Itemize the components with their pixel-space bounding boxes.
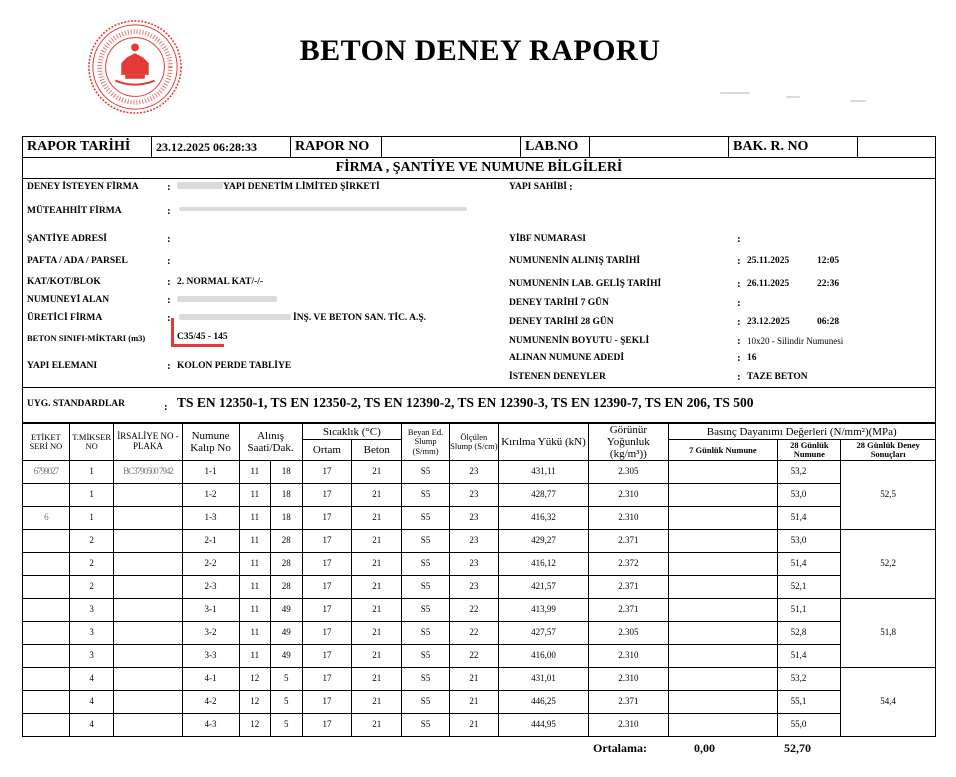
table-row — [23, 461, 936, 484]
ambient-temp-cell: 17 — [302, 668, 352, 691]
concrete-temp-cell: 21 — [352, 668, 402, 691]
break-load-cell: 429,27 — [498, 530, 588, 553]
element-value: KOLON PERDE TABLİYE — [177, 361, 292, 371]
hour-cell: 11 — [239, 507, 271, 530]
label-no-cell — [23, 599, 70, 622]
label-no-cell — [23, 530, 70, 553]
size-value: 10x20 - Silindir Numunesi — [747, 336, 844, 346]
day7-value-cell — [668, 461, 778, 484]
declared-slump-cell: S5 — [402, 484, 450, 507]
minute-cell: 18 — [271, 461, 303, 484]
label-no-cell — [23, 668, 70, 691]
break-load-cell: 431,11 — [498, 461, 588, 484]
label-no-cell — [23, 484, 70, 507]
count-label: ALINAN NUMUNE ADEDİ — [509, 353, 625, 363]
col-time-taken: Alınış Saati/Dak. — [239, 424, 302, 461]
colon: : — [167, 312, 171, 324]
hour-cell: 11 — [239, 599, 271, 622]
mixer-no-cell: 4 — [69, 714, 114, 737]
redacted-text — [179, 207, 467, 211]
lab-no-value — [590, 137, 729, 158]
day7-value-cell — [668, 553, 778, 576]
measured-slump-cell: 23 — [449, 507, 498, 530]
col-mixer-no: T.MİKSER NO — [69, 424, 114, 461]
class-value: C35/45 - 145 — [177, 332, 228, 342]
hour-cell: 12 — [239, 714, 271, 737]
day7-value-cell — [668, 645, 778, 668]
table-row — [23, 622, 936, 645]
col-break-load: Kırılma Yükü (kN) — [498, 424, 588, 461]
minute-cell: 18 — [271, 484, 303, 507]
day7-value-cell — [668, 714, 778, 737]
ambient-temp-cell: 17 — [302, 691, 352, 714]
standard-label: UYG. STANDARDLAR — [27, 399, 125, 409]
bak-no-value — [858, 137, 936, 158]
report-no-value — [382, 137, 521, 158]
mold-no-cell: 2-3 — [182, 576, 239, 599]
colon: : — [167, 205, 171, 217]
declared-slump-cell: S5 — [402, 714, 450, 737]
mold-no-cell: 2-1 — [182, 530, 239, 553]
measured-slump-cell: 22 — [449, 622, 498, 645]
test-7-label: DENEY TARİHİ 7 GÜN — [509, 298, 609, 308]
count-value: 16 — [747, 353, 757, 363]
table-row — [23, 714, 936, 737]
col-label-no: ETİKET SERİ NO — [23, 424, 70, 461]
sampler-label: NUMUNEYİ ALAN — [27, 295, 110, 305]
label-no-cell: 6799027 — [23, 461, 70, 484]
table-row — [23, 530, 936, 553]
label-no-cell: 6 — [23, 507, 70, 530]
waybill-cell — [114, 691, 182, 714]
mixer-no-cell: 3 — [69, 622, 114, 645]
hour-cell: 11 — [239, 645, 271, 668]
requested-value: TAZE BETON — [747, 372, 808, 382]
day7-value-cell — [668, 530, 778, 553]
floor-label: KAT/KOT/BLOK — [27, 277, 101, 287]
mixer-no-cell: 2 — [69, 553, 114, 576]
waybill-cell — [114, 484, 182, 507]
bak-no-label: BAK. R. NO — [729, 137, 858, 158]
minute-cell: 28 — [271, 530, 303, 553]
day28-value-cell: 55,0 — [778, 714, 841, 737]
measured-slump-cell: 23 — [449, 576, 498, 599]
lab-no-label: LAB.NO — [521, 137, 590, 158]
colon: : — [167, 360, 171, 372]
hour-cell: 11 — [239, 576, 271, 599]
declared-slump-cell: S5 — [402, 691, 450, 714]
colon: : — [737, 278, 741, 290]
declared-slump-cell: S5 — [402, 553, 450, 576]
report-date-value: 23.12.2025 06:28:33 — [152, 137, 291, 158]
minute-cell: 28 — [271, 553, 303, 576]
measured-slump-cell: 23 — [449, 530, 498, 553]
table-row — [23, 576, 936, 599]
break-load-cell: 416,32 — [498, 507, 588, 530]
waybill-cell — [114, 553, 182, 576]
break-load-cell: 413,99 — [498, 599, 588, 622]
mixer-no-cell: 2 — [69, 576, 114, 599]
break-load-cell: 431,01 — [498, 668, 588, 691]
declared-slump-cell: S5 — [402, 530, 450, 553]
concrete-temp-cell: 21 — [352, 622, 402, 645]
col-mold-no: Numune Kalıp No — [182, 424, 239, 461]
waybill-cell — [114, 645, 182, 668]
density-cell: 2.310 — [589, 645, 668, 668]
day28-value-cell: 52,1 — [778, 576, 841, 599]
concrete-temp-cell: 21 — [352, 576, 402, 599]
mold-no-cell: 3-2 — [182, 622, 239, 645]
ambient-temp-cell: 17 — [302, 714, 352, 737]
day28-value-cell: 53,2 — [778, 668, 841, 691]
mixer-no-cell: 3 — [69, 599, 114, 622]
table-row — [23, 645, 936, 668]
mold-no-cell: 4-1 — [182, 668, 239, 691]
break-load-cell: 416,12 — [498, 553, 588, 576]
table-row — [23, 507, 936, 530]
page-title: BETON DENEY RAPORU — [299, 34, 661, 67]
table-row — [23, 599, 936, 622]
mold-no-cell: 1-2 — [182, 484, 239, 507]
test-28-label: DENEY TARİHİ 28 GÜN — [509, 317, 614, 327]
measured-slump-cell: 21 — [449, 668, 498, 691]
colon: : — [569, 181, 573, 193]
day28-value-cell: 51,4 — [778, 553, 841, 576]
ambient-temp-cell: 17 — [302, 576, 352, 599]
group-result-cell: 52,5 — [841, 461, 936, 530]
mixer-no-cell: 4 — [69, 668, 114, 691]
mold-no-cell: 4-2 — [182, 691, 239, 714]
official-seal-logo — [86, 18, 184, 116]
col-day7: 7 Günlük Numune — [668, 440, 778, 461]
break-load-cell: 428,77 — [498, 484, 588, 507]
col-density: Görünür Yoğunluk (kg/m³)) — [589, 424, 668, 461]
redacted-text — [177, 182, 223, 189]
measured-slump-cell: 23 — [449, 461, 498, 484]
ambient-temp-cell: 17 — [302, 645, 352, 668]
hour-cell: 12 — [239, 691, 271, 714]
measured-slump-cell: 23 — [449, 553, 498, 576]
ambient-temp-cell: 17 — [302, 530, 352, 553]
red-pen-mark — [171, 318, 224, 347]
report-date-label: RAPOR TARİHİ — [23, 137, 152, 158]
requesting-firm-value: YAPI DENETİM LİMİTED ŞİRKETİ — [223, 182, 380, 192]
day28-value-cell: 51,4 — [778, 645, 841, 668]
declared-slump-cell: S5 — [402, 576, 450, 599]
col-temperature: Sıcaklık (°C) — [302, 424, 402, 440]
declared-slump-cell: S5 — [402, 461, 450, 484]
average-label: Ortalama: — [593, 741, 647, 755]
day28-value-cell: 53,2 — [778, 461, 841, 484]
ambient-temp-cell: 17 — [302, 622, 352, 645]
concrete-temp-cell: 21 — [352, 714, 402, 737]
day7-value-cell — [668, 668, 778, 691]
producer-value: İNŞ. VE BETON SAN. TİC. A.Ş. — [293, 313, 427, 323]
day7-value-cell — [668, 576, 778, 599]
day28-value-cell: 53,0 — [778, 530, 841, 553]
day7-value-cell — [668, 484, 778, 507]
day28-value-cell: 53,0 — [778, 484, 841, 507]
redacted-text — [786, 96, 800, 98]
mixer-no-cell: 3 — [69, 645, 114, 668]
colon: : — [737, 352, 741, 364]
info-block — [22, 179, 936, 423]
density-cell: 2.310 — [589, 668, 668, 691]
table-row — [23, 484, 936, 507]
mold-no-cell: 3-3 — [182, 645, 239, 668]
divider — [23, 387, 935, 388]
col-waybill: İRSALİYE NO - PLAKA — [114, 424, 182, 461]
measured-slump-cell: 22 — [449, 599, 498, 622]
waybill-cell — [114, 622, 182, 645]
colon: : — [737, 371, 741, 383]
colon: : — [167, 255, 171, 267]
day28-value-cell: 51,1 — [778, 599, 841, 622]
ambient-temp-cell: 17 — [302, 461, 352, 484]
waybill-cell — [114, 530, 182, 553]
colon: : — [164, 401, 168, 413]
contractor-label: MÜTEAHHİT FİRMA — [27, 206, 122, 216]
label-no-cell — [23, 645, 70, 668]
col-temp-concrete: Beton — [352, 440, 402, 461]
day7-value-cell — [668, 622, 778, 645]
mixer-no-cell: 1 — [69, 461, 114, 484]
requested-label: İSTENEN DENEYLER — [509, 372, 606, 382]
sample-taken-time: 12:05 — [817, 256, 840, 266]
col-day28: 28 Günlük Numune — [778, 440, 841, 461]
density-cell: 2.310 — [589, 484, 668, 507]
density-cell: 2.305 — [589, 622, 668, 645]
mixer-no-cell: 1 — [69, 507, 114, 530]
declared-slump-cell: S5 — [402, 645, 450, 668]
colon: : — [167, 181, 171, 193]
hour-cell: 11 — [239, 484, 271, 507]
density-cell: 2.305 — [589, 461, 668, 484]
concrete-temp-cell: 21 — [352, 507, 402, 530]
test-28-date: 23.12.2025 — [747, 317, 790, 327]
colon: : — [737, 255, 741, 267]
density-cell: 2.310 — [589, 507, 668, 530]
minute-cell: 5 — [271, 714, 303, 737]
colon: : — [167, 276, 171, 288]
density-cell: 2.371 — [589, 576, 668, 599]
concrete-temp-cell: 21 — [352, 530, 402, 553]
mold-no-cell: 1-1 — [182, 461, 239, 484]
colon: : — [167, 233, 171, 245]
concrete-temp-cell: 21 — [352, 691, 402, 714]
redacted-text — [177, 296, 277, 302]
label-no-cell — [23, 691, 70, 714]
sample-taken-label: NUMUNENİN ALINIŞ TARİHİ — [509, 256, 641, 266]
concrete-temp-cell: 21 — [352, 553, 402, 576]
density-cell: 2.371 — [589, 691, 668, 714]
waybill-cell — [114, 507, 182, 530]
day28-value-cell: 55,1 — [778, 691, 841, 714]
results-table — [22, 423, 936, 737]
section-title: FİRMA , ŞANTİYE VE NUMUNE BİLGİLERİ — [22, 158, 936, 179]
mixer-no-cell: 1 — [69, 484, 114, 507]
minute-cell: 5 — [271, 691, 303, 714]
average-7-day: 0,00 — [694, 741, 715, 755]
group-result-cell: 54,4 — [841, 668, 936, 737]
break-load-cell: 421,57 — [498, 576, 588, 599]
colon: : — [737, 335, 741, 347]
hour-cell: 11 — [239, 530, 271, 553]
break-load-cell: 427,57 — [498, 622, 588, 645]
measured-slump-cell: 21 — [449, 714, 498, 737]
site-address-label: ŞANTİYE ADRESİ — [27, 234, 107, 244]
table-row — [23, 553, 936, 576]
report-no-label: RAPOR NO — [291, 137, 382, 158]
minute-cell: 5 — [271, 668, 303, 691]
ambient-temp-cell: 17 — [302, 484, 352, 507]
lab-arrival-time: 22:36 — [817, 279, 840, 289]
day28-value-cell: 51,4 — [778, 507, 841, 530]
waybill-cell — [114, 599, 182, 622]
col-measured-slump: Ölçülen Slump (S/cm) — [449, 424, 498, 461]
waybill-cell — [114, 576, 182, 599]
yibf-label: YİBF NUMARASI — [509, 234, 586, 244]
label-no-cell — [23, 622, 70, 645]
mold-no-cell: 2-2 — [182, 553, 239, 576]
declared-slump-cell: S5 — [402, 668, 450, 691]
lab-arrival-date: 26.11.2025 — [747, 279, 790, 289]
minute-cell: 49 — [271, 599, 303, 622]
lab-arrival-label: NUMUNENİN LAB. GELİŞ TARİHİ — [509, 279, 662, 289]
concrete-temp-cell: 21 — [352, 599, 402, 622]
floor-value: 2. NORMAL KAT/-/- — [177, 277, 264, 287]
col-strength: Basınç Dayanımı Değerleri (N/mm²)(MPa) — [668, 424, 935, 440]
minute-cell: 18 — [271, 507, 303, 530]
measured-slump-cell: 22 — [449, 645, 498, 668]
label-no-cell — [23, 576, 70, 599]
parcel-label: PAFTA / ADA / PARSEL — [27, 256, 128, 266]
measured-slump-cell: 21 — [449, 691, 498, 714]
report-header-table — [22, 136, 936, 158]
standard-value: TS EN 12350-1, TS EN 12350-2, TS EN 12390-2, TS EN 12390-3, TS EN 12390-7, TS EN 206, TS 500 — [177, 395, 754, 410]
mixer-no-cell: 4 — [69, 691, 114, 714]
measured-slump-cell: 23 — [449, 484, 498, 507]
producer-label: ÜRETİCİ FİRMA — [27, 313, 103, 323]
mold-no-cell: 4-3 — [182, 714, 239, 737]
owner-label: YAPI SAHİBİ — [509, 182, 567, 192]
minute-cell: 28 — [271, 576, 303, 599]
density-cell: 2.371 — [589, 530, 668, 553]
day7-value-cell — [668, 599, 778, 622]
sample-taken-date: 25.11.2025 — [747, 256, 790, 266]
day7-value-cell — [668, 691, 778, 714]
hour-cell: 11 — [239, 553, 271, 576]
hour-cell: 11 — [239, 461, 271, 484]
waybill-cell — [114, 668, 182, 691]
element-label: YAPI ELEMANI — [27, 361, 98, 371]
day7-value-cell — [668, 507, 778, 530]
label-no-cell — [23, 553, 70, 576]
colon: : — [737, 316, 741, 328]
col-declared-slump: Beyan Ed. Slump (S/mm) — [402, 424, 450, 461]
waybill-cell — [114, 714, 182, 737]
group-result-cell: 51,8 — [841, 599, 936, 668]
density-cell: 2.372 — [589, 553, 668, 576]
declared-slump-cell: S5 — [402, 507, 450, 530]
ambient-temp-cell: 17 — [302, 553, 352, 576]
break-load-cell: 444,95 — [498, 714, 588, 737]
size-label: NUMUNENİN BOYUTU - ŞEKLİ — [509, 336, 650, 346]
day28-value-cell: 52,8 — [778, 622, 841, 645]
declared-slump-cell: S5 — [402, 599, 450, 622]
class-label: BETON SINIFI-MİKTARI (m3) — [27, 333, 146, 343]
waybill-cell: BC3790500 7942 — [114, 461, 182, 484]
mixer-no-cell: 2 — [69, 530, 114, 553]
col-temp-ambient: Ortam — [302, 440, 352, 461]
break-load-cell: 446,25 — [498, 691, 588, 714]
minute-cell: 49 — [271, 622, 303, 645]
colon: : — [737, 233, 741, 245]
label-no-cell — [23, 714, 70, 737]
col-day28-result: 28 Günlük Deney Sonuçları — [841, 440, 936, 461]
concrete-temp-cell: 21 — [352, 645, 402, 668]
density-cell: 2.310 — [589, 714, 668, 737]
colon: : — [167, 294, 171, 306]
group-result-cell: 52,2 — [841, 530, 936, 599]
redacted-text — [850, 100, 866, 102]
test-28-time: 06:28 — [817, 317, 840, 327]
ambient-temp-cell: 17 — [302, 507, 352, 530]
table-row — [23, 668, 936, 691]
minute-cell: 49 — [271, 645, 303, 668]
declared-slump-cell: S5 — [402, 622, 450, 645]
mold-no-cell: 3-1 — [182, 599, 239, 622]
redacted-text — [720, 92, 750, 94]
requesting-firm-label: DENEY İSTEYEN FİRMA — [27, 182, 139, 192]
hour-cell: 11 — [239, 622, 271, 645]
table-row — [23, 691, 936, 714]
ambient-temp-cell: 17 — [302, 599, 352, 622]
concrete-temp-cell: 21 — [352, 484, 402, 507]
mold-no-cell: 1-3 — [182, 507, 239, 530]
hour-cell: 12 — [239, 668, 271, 691]
density-cell: 2.371 — [589, 599, 668, 622]
average-28-day: 52,70 — [784, 741, 811, 755]
concrete-temp-cell: 21 — [352, 461, 402, 484]
break-load-cell: 416,00 — [498, 645, 588, 668]
colon: : — [737, 297, 741, 309]
